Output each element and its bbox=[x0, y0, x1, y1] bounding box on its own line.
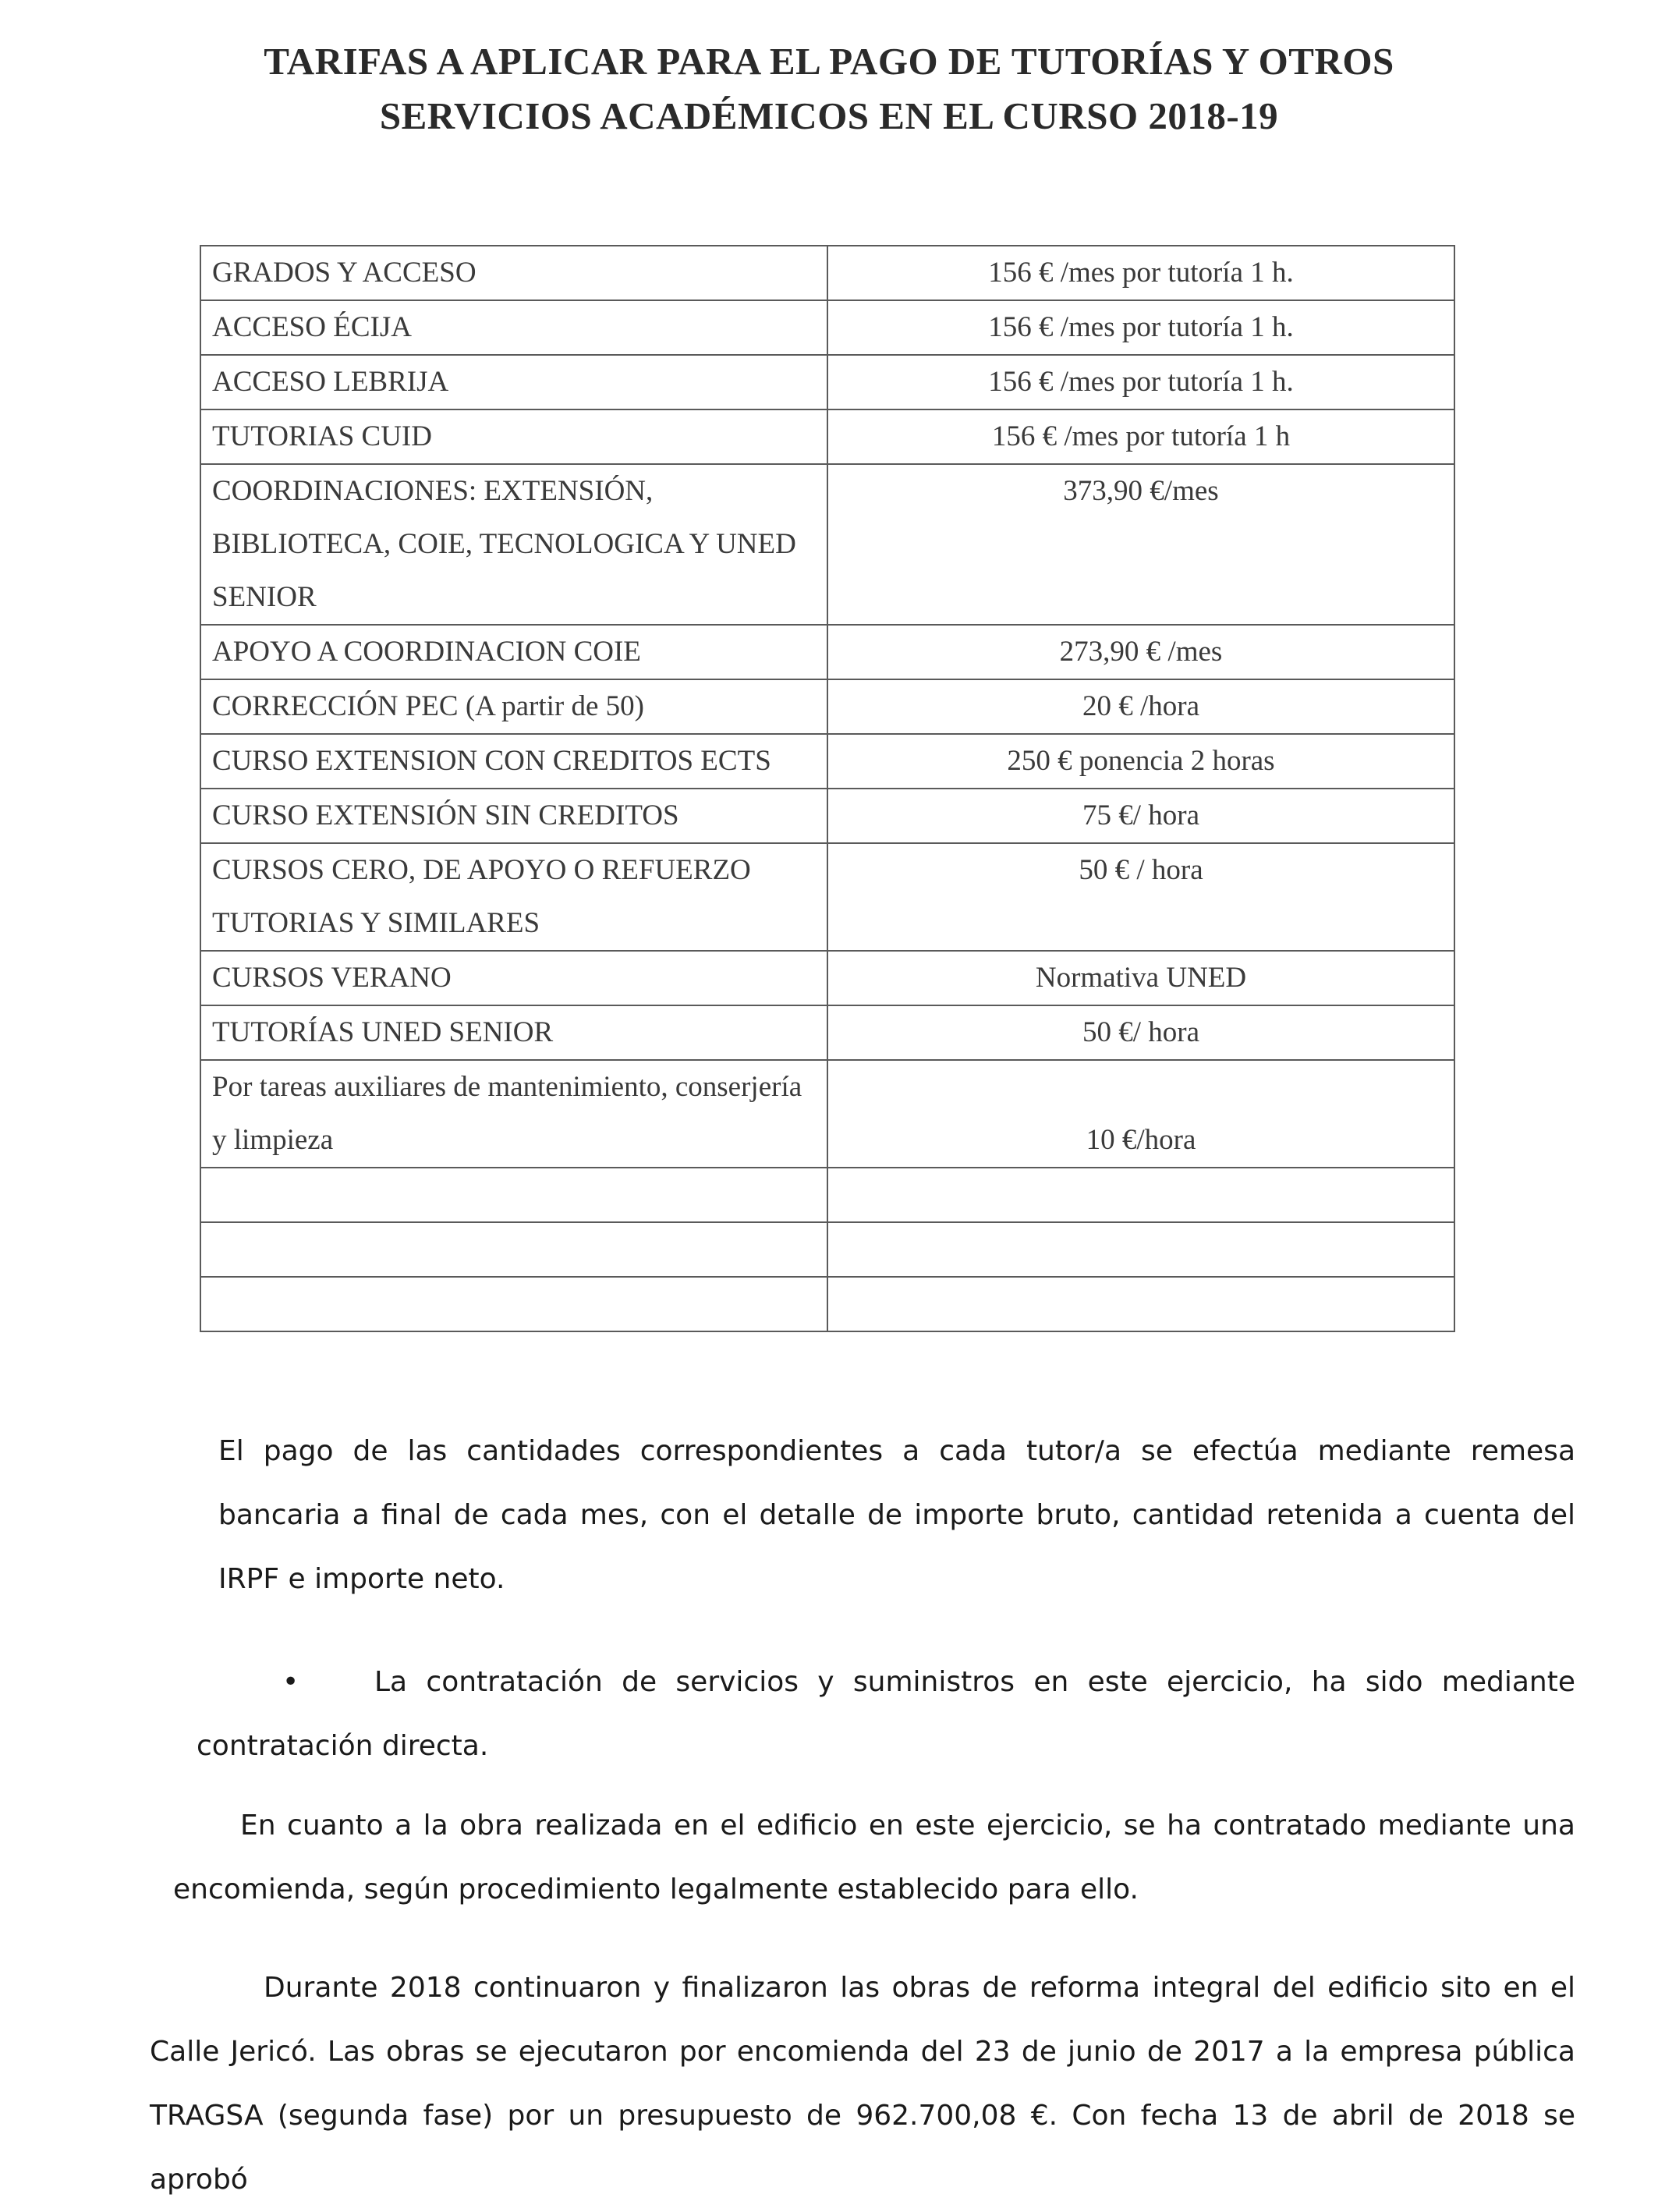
service-cell: Por tareas auxiliares de mantenimiento, conserjería y limpieza bbox=[200, 1060, 827, 1168]
bullet-paragraph bbox=[197, 1650, 1575, 1778]
table-row bbox=[200, 679, 1454, 734]
rate-cell: 156 € /mes por tutoría 1 h bbox=[827, 409, 1454, 464]
table-row bbox=[200, 625, 1454, 679]
bullet-mark: • bbox=[282, 1666, 299, 1698]
service-cell: CURSO EXTENSIÓN SIN CREDITOS bbox=[200, 789, 827, 843]
table-row bbox=[200, 1060, 1454, 1168]
title-line-1: TARIFAS A APLICAR PARA EL PAGO DE TUTORÍAS Y OTROS bbox=[264, 40, 1394, 83]
service-cell: CURSOS VERANO bbox=[200, 951, 827, 1005]
tariff-table bbox=[200, 245, 1455, 1332]
table-row bbox=[200, 951, 1454, 1005]
works-text: En cuanto a la obra realizada en el edificio en este ejercicio, se ha contratado mediante una encomienda, según procedimiento legalmente establecido para ello. bbox=[173, 1810, 1575, 1905]
table-row bbox=[200, 300, 1454, 355]
payment-paragraph bbox=[218, 1420, 1575, 1611]
rate-cell: 373,90 €/mes bbox=[827, 464, 1454, 625]
rate-cell: 50 € / hora bbox=[827, 843, 1454, 951]
reform-paragraph bbox=[150, 1956, 1575, 2212]
service-cell: TUTORIAS CUID bbox=[200, 409, 827, 464]
table-row bbox=[200, 464, 1454, 625]
contracting-text: La contratación de servicios y suministros en este ejercicio, ha sido mediante contratación directa. bbox=[197, 1666, 1575, 1762]
service-cell: GRADOS Y ACCESO bbox=[200, 246, 827, 300]
empty-cell bbox=[200, 1222, 827, 1277]
service-cell: APOYO A COORDINACION COIE bbox=[200, 625, 827, 679]
empty-cell bbox=[200, 1168, 827, 1222]
table-row bbox=[200, 1005, 1454, 1060]
service-cell: CORRECCIÓN PEC (A partir de 50) bbox=[200, 679, 827, 734]
table-row bbox=[200, 789, 1454, 843]
service-cell: TUTORÍAS UNED SENIOR bbox=[200, 1005, 827, 1060]
table-row bbox=[200, 843, 1454, 951]
empty-row bbox=[200, 1277, 1454, 1331]
payment-text: El pago de las cantidades correspondientes a cada tutor/a se efectúa mediante remesa bancaria a final de cada mes, con el detalle de importe bruto, cantidad retenida a cuenta del IRPF e importe neto. bbox=[218, 1435, 1575, 1595]
service-cell: ACCESO ÉCIJA bbox=[200, 300, 827, 355]
rate-cell: 50 €/ hora bbox=[827, 1005, 1454, 1060]
table-row bbox=[200, 734, 1454, 789]
empty-row bbox=[200, 1168, 1454, 1222]
rate-cell: 75 €/ hora bbox=[827, 789, 1454, 843]
rate-cell: 20 € /hora bbox=[827, 679, 1454, 734]
rate-cell: 10 €/hora bbox=[827, 1060, 1454, 1168]
table-row bbox=[200, 355, 1454, 409]
empty-cell bbox=[827, 1168, 1454, 1222]
reform-text: Durante 2018 continuaron y finalizaron las obras de reforma integral del edificio sito en el Calle Jericó. Las obras se ejecutaron por encomienda del 23 de junio de 2017 a la empresa pública TRAGSA (segunda fase) por un presupuesto de 962.700,08 €. Con fecha 13 de abril de 2018 se aprobó bbox=[150, 1972, 1575, 2196]
empty-cell bbox=[827, 1277, 1454, 1331]
rate-cell: 156 € /mes por tutoría 1 h. bbox=[827, 355, 1454, 409]
title-line-2: SERVICIOS ACADÉMICOS EN EL CURSO 2018-19 bbox=[379, 94, 1279, 137]
service-cell: COORDINACIONES: EXTENSIÓN, BIBLIOTECA, COIE, TECNOLOGICA Y UNED SENIOR bbox=[200, 464, 827, 625]
rate-cell: 273,90 € /mes bbox=[827, 625, 1454, 679]
rate-cell: 156 € /mes por tutoría 1 h. bbox=[827, 246, 1454, 300]
service-cell: ACCESO LEBRIJA bbox=[200, 355, 827, 409]
table-row bbox=[200, 246, 1454, 300]
rate-cell: 250 € ponencia 2 horas bbox=[827, 734, 1454, 789]
table-row bbox=[200, 409, 1454, 464]
empty-cell bbox=[200, 1277, 827, 1331]
empty-cell bbox=[827, 1222, 1454, 1277]
service-cell: CURSOS CERO, DE APOYO O REFUERZO TUTORIAS Y SIMILARES bbox=[200, 843, 827, 951]
rate-cell: Normativa UNED bbox=[827, 951, 1454, 1005]
works-paragraph bbox=[173, 1794, 1575, 1922]
empty-row bbox=[200, 1222, 1454, 1277]
service-cell: CURSO EXTENSION CON CREDITOS ECTS bbox=[200, 734, 827, 789]
page-title bbox=[0, 34, 1658, 144]
rate-cell: 156 € /mes por tutoría 1 h. bbox=[827, 300, 1454, 355]
